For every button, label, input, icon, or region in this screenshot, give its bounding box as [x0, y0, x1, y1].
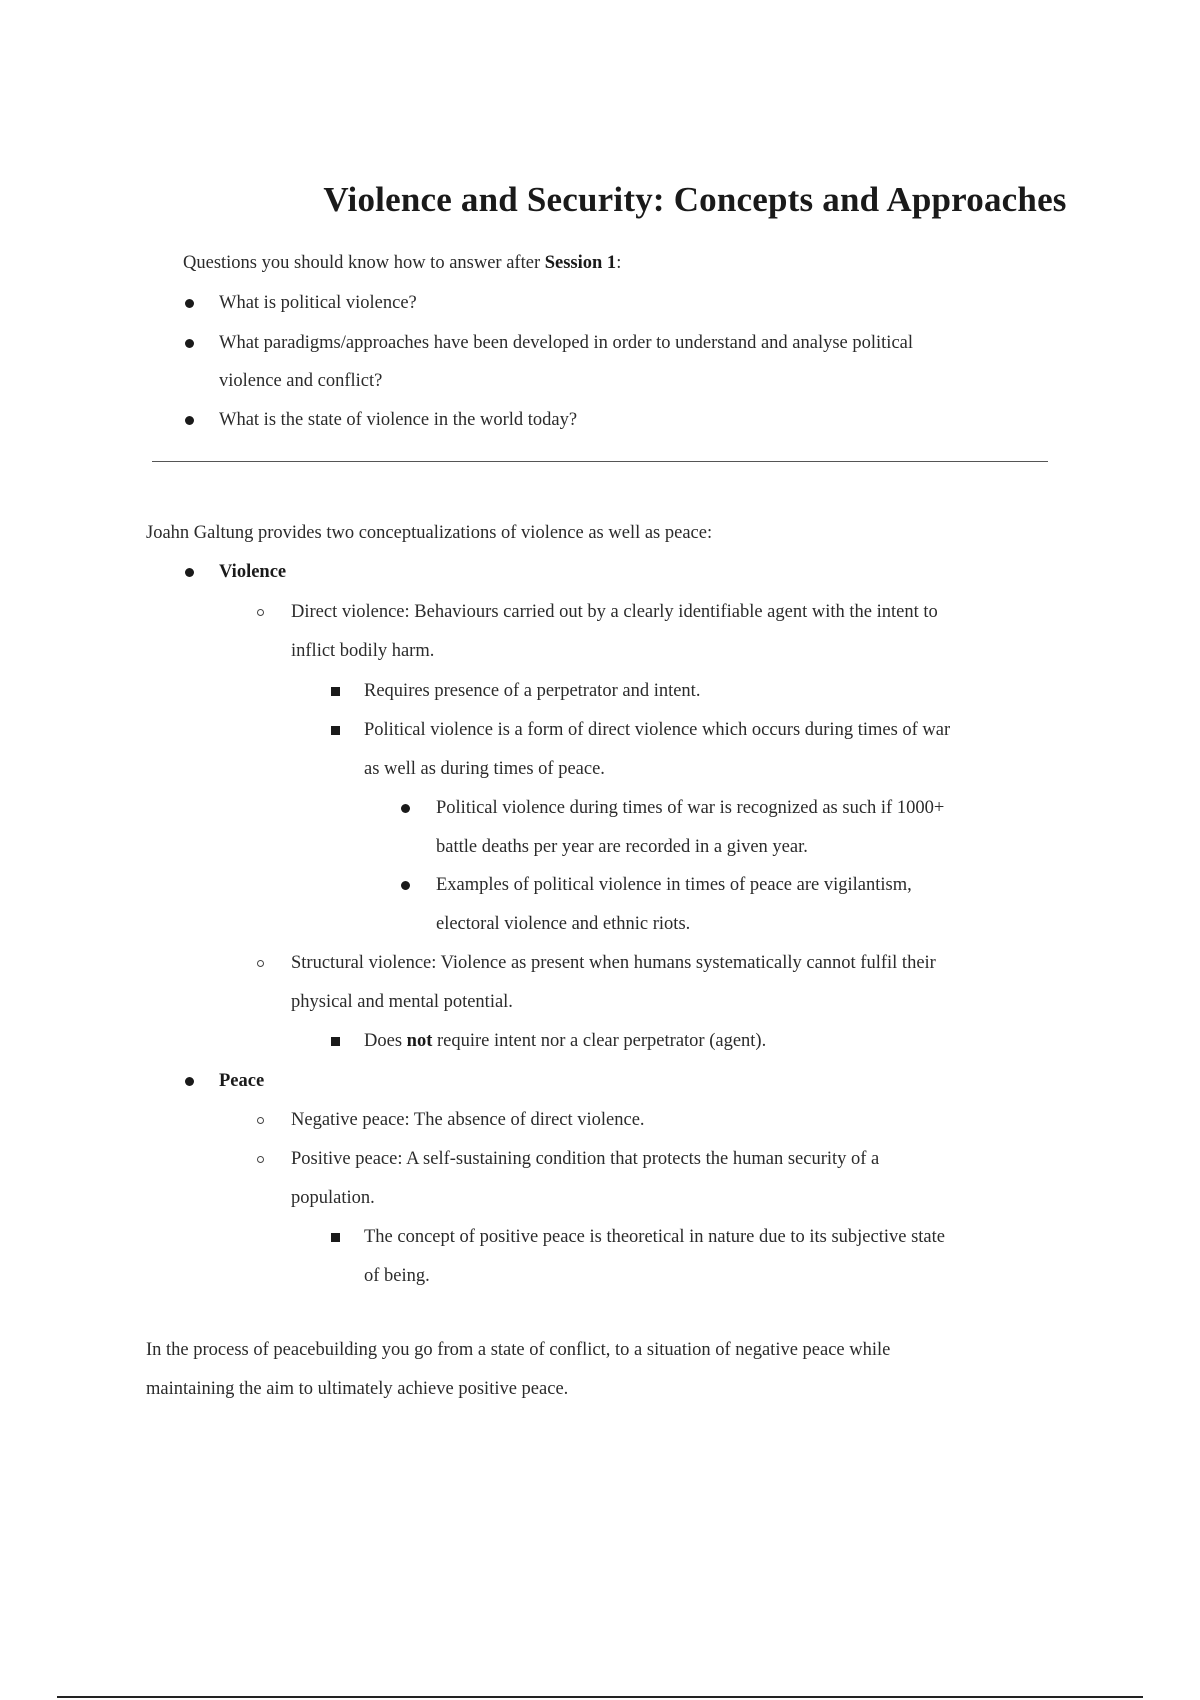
bullet-disc-icon [401, 881, 410, 890]
structural-violence: Structural violence: Violence as present when humans systematically cannot fulfil their [291, 953, 936, 973]
section-divider [152, 461, 1048, 462]
page-bottom-rule [57, 1696, 1143, 1698]
political-violence-detail: Examples of political violence in times of peace are vigilantism, [436, 875, 912, 895]
conclusion-continued: maintaining the aim to ultimately achieve positive peace. [146, 1379, 569, 1399]
positive-peace-point: The concept of positive peace is theoretical in nature due to its subjective state [364, 1227, 945, 1247]
bullet-square-icon [331, 726, 340, 735]
bullet-disc-icon [185, 1077, 194, 1086]
bullet-circle-icon [257, 1156, 264, 1163]
question-item-continued: violence and conflict? [219, 371, 383, 391]
structural-prefix: Does [364, 1031, 407, 1051]
structural-violence-continued: physical and mental potential. [291, 992, 513, 1012]
galtung-intro: Joahn Galtung provides two conceptualizations of violence as well as peace: [146, 523, 713, 543]
positive-peace-continued: population. [291, 1188, 375, 1208]
political-violence-detail-continued: electoral violence and ethnic riots. [436, 914, 691, 934]
bullet-disc-icon [401, 804, 410, 813]
page-title: Violence and Security: Concepts and Approaches [323, 180, 1067, 219]
peace-heading: Peace [219, 1071, 265, 1091]
intro-prefix: Questions you should know how to answer after [183, 253, 545, 273]
bullet-square-icon [331, 687, 340, 696]
violence-heading: Violence [219, 562, 287, 582]
direct-violence: Direct violence: Behaviours carried out by a clearly identifiable agent with the intent to [291, 602, 938, 622]
bullet-disc-icon [185, 339, 194, 348]
bullet-square-icon [331, 1233, 340, 1242]
bullet-disc-icon [185, 416, 194, 425]
structural-emphasis: not [406, 1031, 433, 1051]
structural-suffix: require intent nor a clear perpetrator (agent). [432, 1031, 767, 1051]
structural-violence-point [364, 1022, 766, 1061]
intro-session: Session 1 [544, 253, 617, 273]
positive-peace-point-continued: of being. [364, 1266, 430, 1286]
negative-peace: Negative peace: The absence of direct violence. [291, 1110, 645, 1130]
bullet-disc-icon [185, 568, 194, 577]
bullet-square-icon [331, 1037, 340, 1046]
bullet-circle-icon [257, 1117, 264, 1124]
conclusion: In the process of peacebuilding you go from a state of conflict, to a situation of negative peace while [146, 1340, 891, 1360]
intro-suffix: : [616, 253, 622, 273]
bullet-disc-icon [185, 299, 194, 308]
direct-violence-point: Requires presence of a perpetrator and intent. [364, 681, 701, 701]
positive-peace: Positive peace: A self-sustaining condition that protects the human security of a [291, 1149, 880, 1169]
direct-violence-point: Political violence is a form of direct violence which occurs during times of war [364, 720, 951, 740]
political-violence-detail-continued: battle deaths per year are recorded in a given year. [436, 837, 808, 857]
direct-violence-point-continued: as well as during times of peace. [364, 759, 605, 779]
bullet-circle-icon [257, 960, 264, 967]
direct-violence-continued: inflict bodily harm. [291, 641, 435, 661]
question-item: What paradigms/approaches have been developed in order to understand and analyse political [219, 333, 914, 353]
session-intro [183, 244, 621, 283]
bullet-circle-icon [257, 609, 264, 616]
question-item: What is the state of violence in the world today? [219, 410, 578, 430]
political-violence-detail: Political violence during times of war is recognized as such if 1000+ [436, 798, 945, 818]
question-item: What is political violence? [219, 293, 417, 313]
